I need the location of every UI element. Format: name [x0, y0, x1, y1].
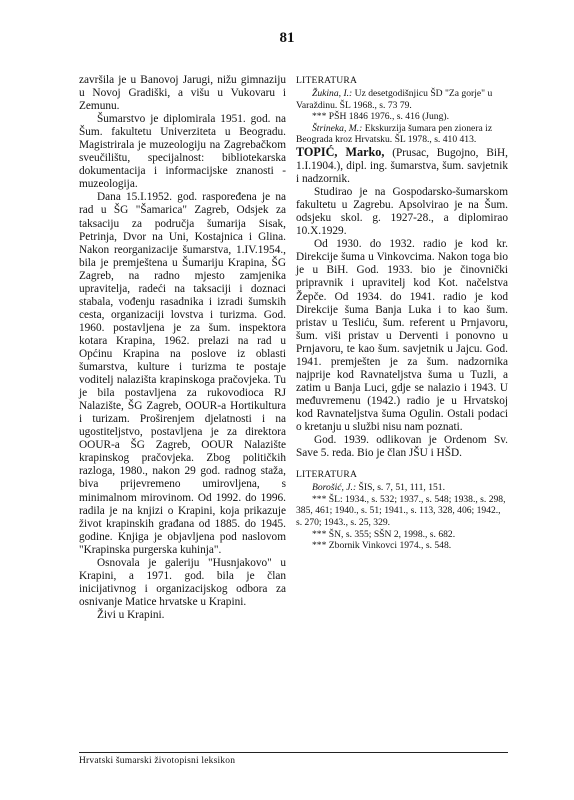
- paragraph: Živi u Krapini.: [97, 608, 165, 621]
- literature-text: Ekskurzija šumara pen zionera iz Beograda kroz Hrvatsku. ŠL 1978., s. 410 413.: [296, 122, 493, 146]
- literature-list: [296, 482, 508, 552]
- literature-heading: LITERATURA: [296, 469, 358, 481]
- paragraph: Od 1930. do 1932. radio je kod kr. Direkcije šuma u Vinkovcima. Nakon toga bio je u BiH. God. 1933. bio je činovnički pripravnik i upravitelj kod Kot. načelstva Žepče. Od 1934. do 1941. radio je kod Direkcije šuma Banja Luka i to kao šum. pristav u Tesliću, šum. referent u Prnjavoru, šum. viši pristav u Derventi i ponovno u Prnjavoru, te kao šum. savjetnik u Jajcu. God. 1941. premješten je za šum. nadzornika najprije kod Ravnateljstva šuma u Tuzli, a zatim u Banja Luci, gdje se nalazio i 1943. U međuvremenu (1942.) radio je u Hrvatskoj kod Ravnateljstva šuma Ogulin. Ostali podaci o kretanju u službi nisu nam poznati.: [296, 238, 508, 433]
- literature-list: [296, 88, 508, 146]
- literature-item: [296, 529, 508, 541]
- paragraph: Studirao je na Gospodarsko-šumarskom fakultetu u Zagrebu. Apsolvirao je na Šum. odsjeku skol. g. 1927-28., a diplomirao 10.X.1929.: [296, 186, 508, 238]
- literature-author: Štrineka, M.:: [312, 122, 363, 134]
- entry-name: TOPIĆ, Marko,: [296, 145, 385, 160]
- left-column: [79, 74, 286, 622]
- paragraph: God. 1939. odlikovan je Ordenom Sv. Save 5. reda. Bio je član JŠU i HŠD.: [296, 434, 508, 460]
- paragraph: Osnovala je galeriju "Husnjakovo" u Krapini, a 1971. god. bila je član inicijativnog i organizacijskog odbora za osnivanje Matice hrvatske u Krapini.: [79, 556, 286, 608]
- right-column: [296, 74, 508, 552]
- literature-text: *** Zbornik Vinkovci 1974., s. 548.: [312, 540, 452, 552]
- literature-author: Žukina, I.:: [312, 88, 353, 100]
- literature-item: [296, 88, 508, 111]
- literature-text: *** ŠN, s. 355; SŠN 2, 1998., s. 682.: [312, 528, 456, 540]
- literature-item: [296, 482, 508, 494]
- page-footer: Hrvatski šumarski životopisni leksikon: [79, 756, 236, 766]
- page-number: 81: [279, 30, 295, 46]
- literature-item: [296, 123, 508, 146]
- literature-heading: LITERATURA: [296, 75, 358, 86]
- literature-text: Uz desetgodišnjicu ŠD "Za gorje" u Varaždinu. ŠL 1968., s. 73 79.: [296, 88, 493, 111]
- literature-item: [296, 111, 508, 123]
- footer-rule: [79, 752, 508, 753]
- literature-text: ŠIS, s. 7, 51, 111, 151.: [356, 482, 445, 494]
- literature-text: *** PŠH 1846 1976., s. 416 (Jung).: [312, 111, 449, 123]
- entry-head-rest: (Prusac, Bugojno, BiH, 1.I.1904.), dipl. ing. šumarstva, šum. savjetnik i nadzornik.: [296, 147, 508, 186]
- paragraph: Dana 15.I.1952. god. raspoređena je na rad u ŠG "Šamarica" Zagreb, Odsjek za taksaciju za područja šumarija Sisak, Petrinja, Dvor na Uni, Kostajnica i Glina. Nakon reorganizacije šumarstva, 1.IV.1954., bila je premještena u Šumariju Krapina, ŠG Zagreb, na radno mjesto zamjenika upravitelja, radeći na taksaciji i doznaci stabala, vođenju rasadnika i izradi šumskih cesta, organizaciji lovstva i turizma. God. 1960. postavljena je za šum. inspektora kotara Krapina, 1962. prelazi na rad u Općinu Krapina na poslove iz oblasti šumarstva, kulture i turizma te postaje voditelj nalazišta krapinskoga pračovjeka. Tu je bila postavljena za rukovodioca RJ Nalazište, ŠG Zagreb, OOUR-a Hortikultura i turizam. Proširenjem djelatnosti i na ugostiteljstvo, postavljena je za direktora OOUR-a ŠG Zagreb, OOUR Nalazište krapinskog pračovjeka. Zbog političkih razloga, 1980., nakon 29 god. radnog staža, biva prijevremeno umirovljena, s minimalnom mirovinom. Od 1992. do 1996. radila je na knjizi o Krapini, koja prikazuje život krapinskih građana od 1885. do 1945. godine. Knjiga je objavljena pod naslovom "Krapinska purgerska kuhinja".: [79, 191, 286, 556]
- literature-item: [296, 494, 508, 529]
- paragraph: Šumarstvo je diplomirala 1951. god. na Šum. fakultetu Univerziteta u Beogradu. Magistrirala je muzeologiju na Zagrebačkom sveučilištu, specijalnost: bibliotekarska dokumentacija i informacijske znanosti - muzeologija.: [79, 113, 286, 191]
- entry-heading: [296, 146, 508, 186]
- literature-author: Borošić, J.:: [312, 482, 357, 494]
- literature-text: *** ŠL: 1934., s. 532; 1937., s. 548; 1938., s. 298, 385, 461; 1940., s. 51; 1941., s. 113, 328, 406; 1942., s. 270; 1943., s. 25, 329.: [296, 493, 506, 528]
- paragraph: završila je u Banovoj Jarugi, nižu gimnaziju u Novoj Gradiški, a višu u Vukovaru i Zemunu.: [79, 74, 286, 113]
- literature-item: [296, 540, 508, 552]
